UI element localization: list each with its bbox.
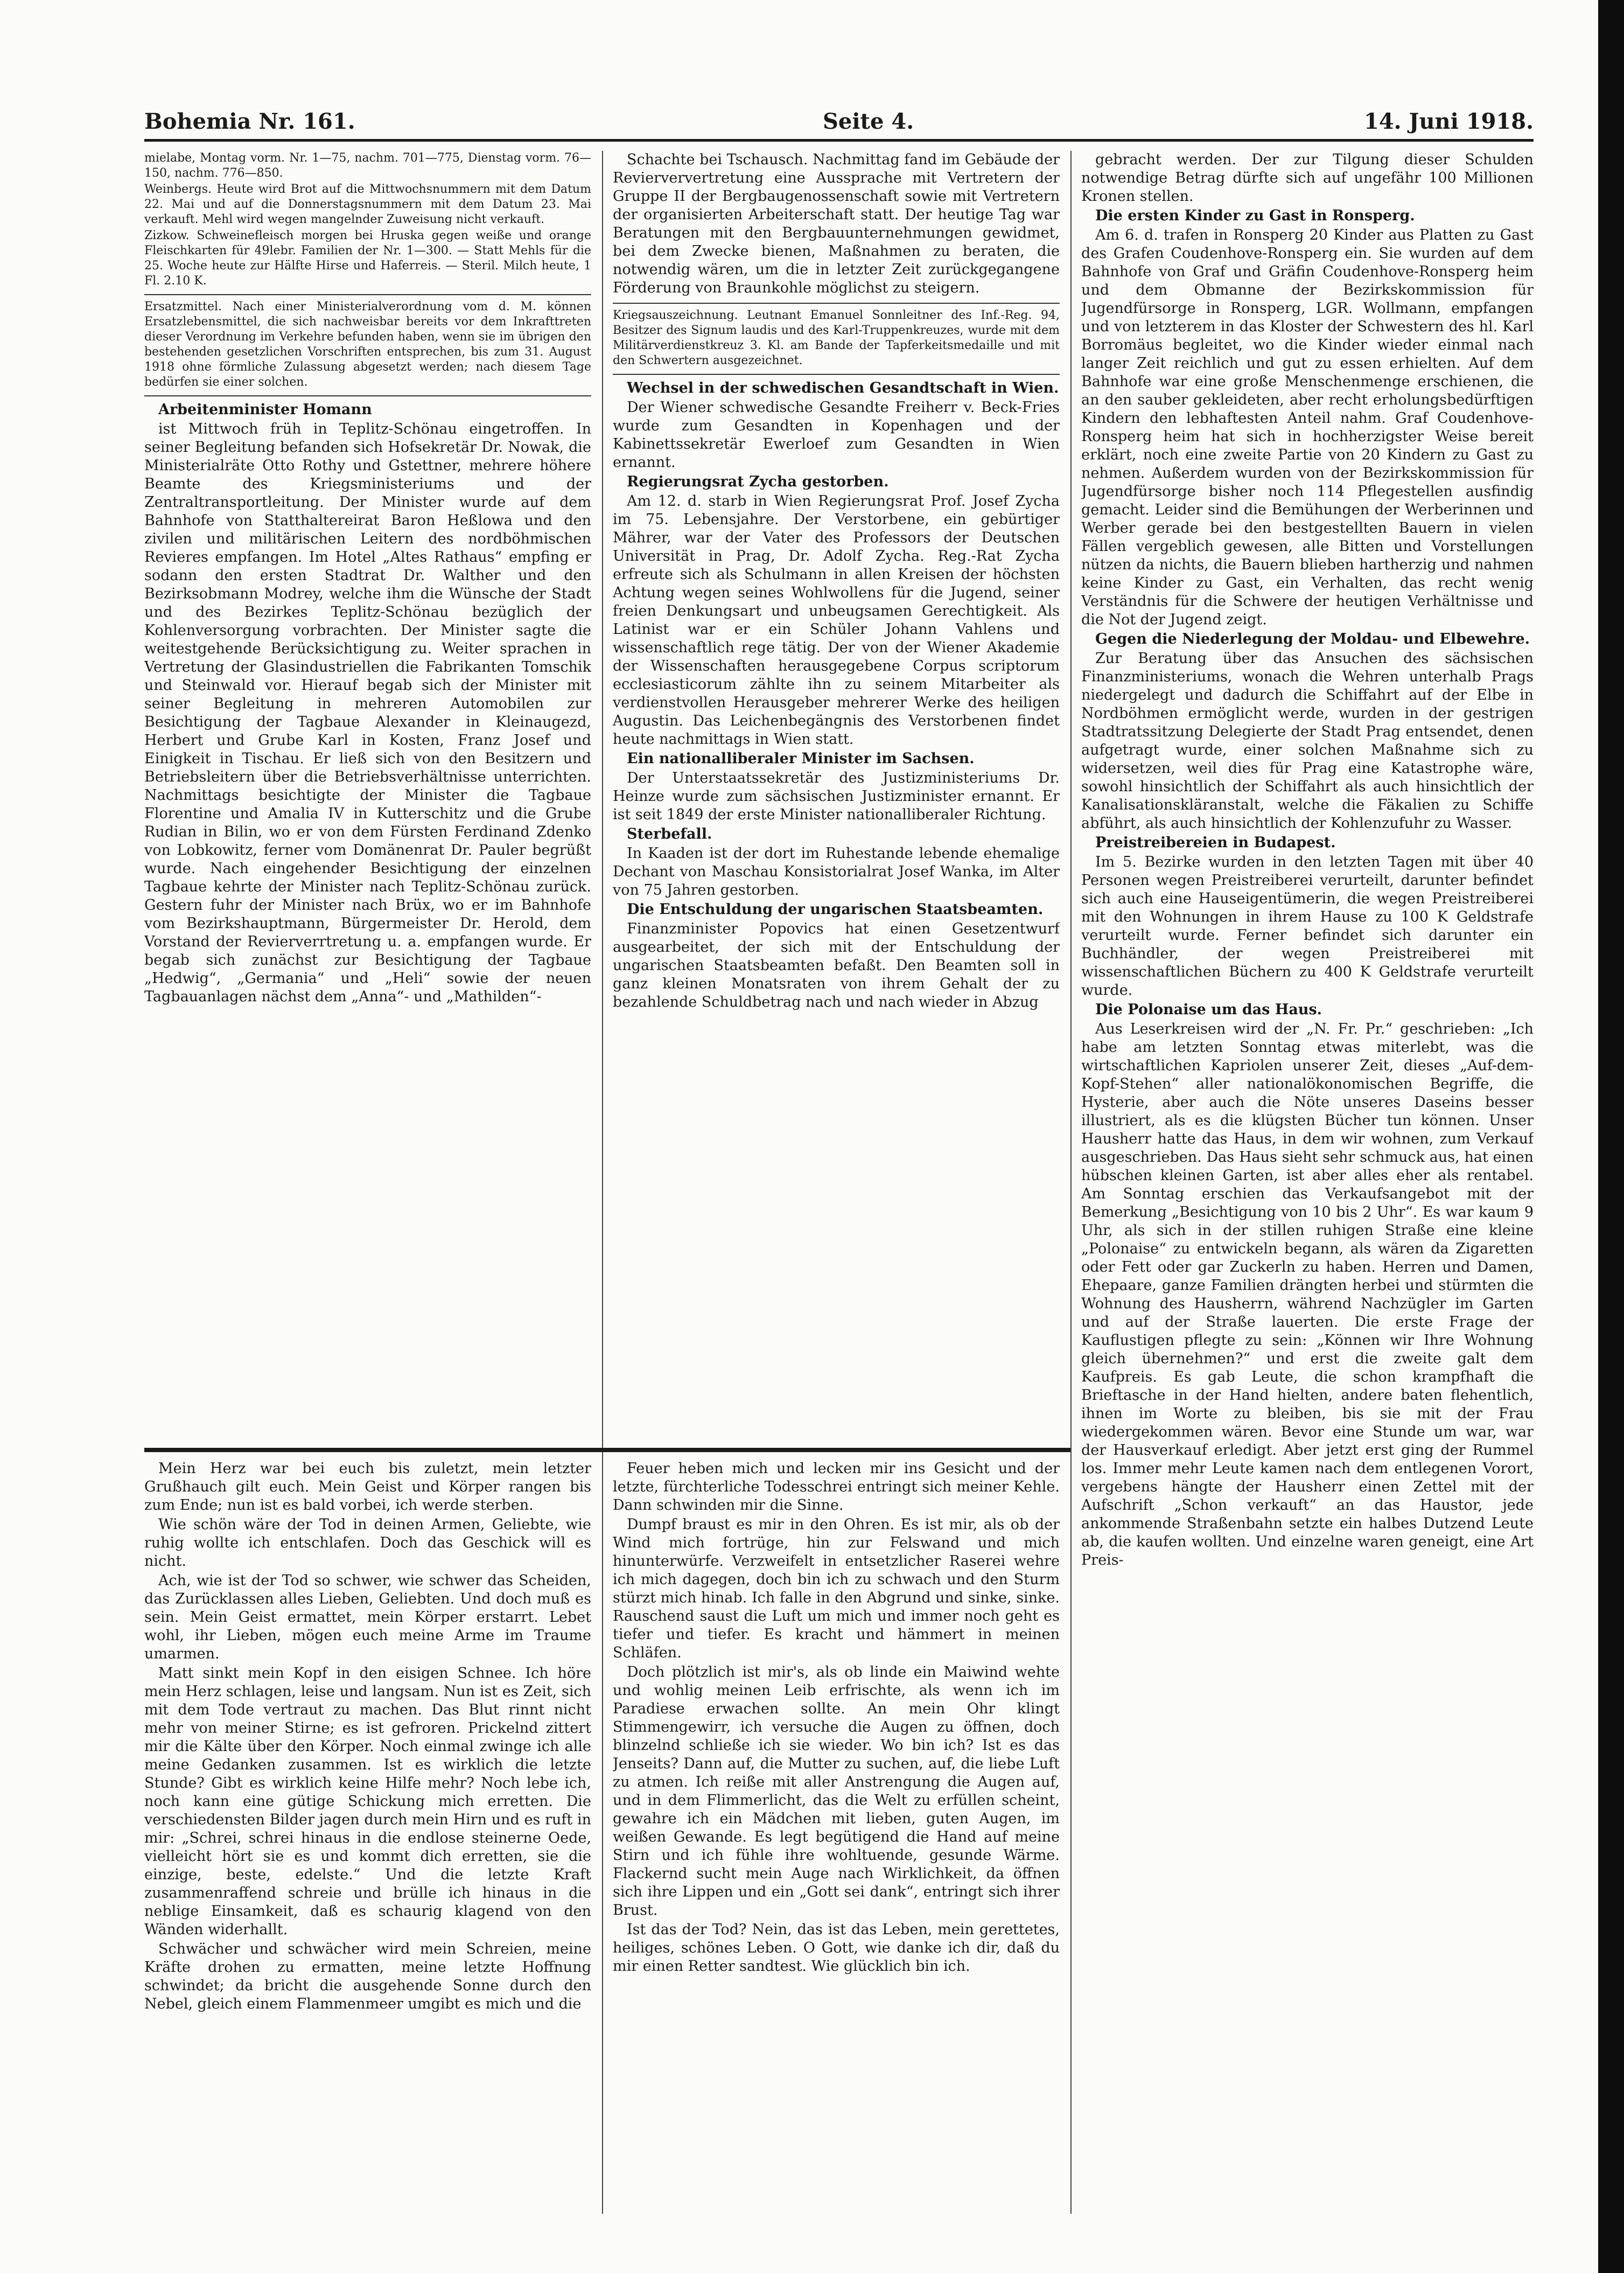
article-headline: Ein nationalliberaler Minister im Sachsen. [627,750,975,767]
article-headline: Gegen die Niederlegung der Moldau- und Elbewehre. [1095,631,1530,647]
article-body: Schachte bei Tschausch. Nachmittag fand im Gebäude der Revierververtretung eine Aussprache mit Vertretern der Gruppe II der Bergbaugenossenschaft sowie mit Vertretern der organisierten Arbeiterschaft statt. Der heutige Tag war Beratungen mit den Bergbauunternehmungen gewidmet, bei dem Zwecke bienen, Maßnahmen zu beraten, die notwendig wären, um die in letzter Zeit zurückgegangene Förderung von Braunkohle möglichst zu steigern. [613,151,1060,296]
article-body: Zur Beratung über das Ansuchen des sächsischen Finanzministeriums, wonach die Wehren unterhalb Prags niedergelegt und dadurch die Schiffahrt auf der Elbe in Nordböhmen ermöglicht werde, wurden in der gestrigen Stadtratssitzung Delegierte der Stadt Prag entsendet, denen aufgetragt wurde, einer solchen Maßnahme sich zu widersetzen, weil dies für Prag eine Katastrophe wäre, sowohl hinsichtlich der Schiffahrt als auch hinsichtlich der Kanalisationskläranstalt, welche die Fäkalien zu Schiffe abführt, als auch hinsichtlich der Kohlenzufuhr zu Wasser. [1081,650,1534,832]
column-middle [613,151,1060,1438]
column-divider [1070,151,1072,2214]
page-number: Seite 4. [823,109,914,134]
article-body: Am 6. d. trafen in Ronsperg 20 Kinder aus Platten zu Gast des Grafen Coudenhove-Ronsperg ein. Sie wurden auf dem Bahnhofe von Graf und Gräfin Coudenhove-Ronsperg heim und dem Obmanne der Bezirkskommission für Jugendfürsorge in Ronsperg, LGR. Wollmann, empfangen und von letzterem in das Kloster der Schwestern des hl. Karl Borromäus begleitet, wo die Kinder wieder einmal nach langer Zeit reichlich und gut zu essen erhielten. Auf dem Bahnhofe war eine große Menschenmenge erschienen, die an den sauber gekleideten, aber recht erholungsbedürftigen Kindern den lebhaftesten Anteil nahm. Graf Coudenhove-Ronsperg heim hat sich in hochherzigster Weise bereit erklärt, noch eine zweite Partie von 20 Kindern zu Gast zu nehmen. Außerdem wurden von der Bezirkskommission für Jugendfürsorge bisher noch 114 Pflegestellen ausfindig gemacht. Leider sind die Bemühungen der Werberinnen und Werber gerade bei den bestgestellten Bauern in vielen Fällen vergeblich gewesen, alle Bitten und Vorstellungen nützen da nichts, die Bauern blieben hartherzig und nahmen keine Kinder zu Gast, ein Verhalten, das recht wenig Verständnis für die Schwere der heutigen Verhältnisse und die Not der Jugend zeigt. [1081,227,1534,628]
news-item: Kriegsauszeichnung. Leutnant Emanuel Sonnleitner des Inf.-Reg. 94, Besitzer des Signum laudis und des Karl-Truppenkreuzes, wurde mit dem Militärverdienstkreuz 3. Kl. am Bande der Tapferkeitsmedaille und mit den Schwertern ausgezeichnet. [613,309,1060,367]
item-separator [144,294,591,295]
feuilleton-paragraph: Mein Herz war bei euch bis zuletzt, mein letzter Grußhauch gilt euch. Mein Geist und Körper rangen bis zum Ende; nun ist es bald vorbei, ich werde sterben. [144,1460,591,1514]
feuilleton-rule [144,1448,1070,1452]
article-body: Der Unterstaatssekretär des Justizministeriums Dr. Heinze wurde zum sächsischen Justizminister ernannt. Er ist seit 1849 der erste Minister nationalliberaler Richtung. [613,770,1060,823]
column-divider [602,151,603,2214]
article-headline: Preistreibereien in Budapest. [1095,834,1336,851]
article-headline: Regierungsrat Zycha gestorben. [627,473,889,490]
news-item: Ersatzmittel. Nach einer Ministerialverordnung vom d. M. können Ersatzlebensmittel, die sich nachweisbar bereits vor dem Inkrafttreten dieser Verordnung im Verkehre befunden haben, wenn sie im übrigen den bestehenden gesetzlichen Vorschriften entsprechen, bis zum 31. August 1918 ohne förmliche Zulassung abgesetzt werden; nach diesem Tage bedürfen sie einer solchen. [144,300,591,389]
article-body: Der Wiener schwedische Gesandte Freiherr v. Beck-Fries wurde zum Gesandten in Kopenhagen und der Kabinettssekretär Ewerloef zum Gesandten in Wien ernannt. [613,399,1060,471]
article-headline: Sterbefall. [627,826,712,842]
column-right [1081,151,1534,2214]
feuilleton-paragraph: Doch plötzlich ist mir's, als ob linde ein Maiwind wehte und wohlig meinen Leib erfrischte, als wenn ich im Paradiese erwachen sollte. An mein Ohr klingt Stimmengewirr, ich versuche die Augen zu öffnen, doch blinzelnd schließe ich sie wieder. Wo bin ich? Ist es das Jenseits? Dann auf, die Mutter zu suchen, auf, die liebe Luft zu atmen. Ich reiße mit aller Anstrengung die Augen auf, und in dem Flimmerlicht, das die Welt zu erfüllen scheint, gewahre ich ein Mädchen mit lieben, guten Augen, im weißen Gewande. Es legt begütigend die Hand auf meine Stirn und ich fühle ihre wohltuende, gesunde Wärme. Flackernd sucht mein Auge nach Wirklichkeit, da öffnen sich ihre Lippen und ein „Gott sei dank“, entringt sich ihrer Brust. [613,1664,1060,1919]
article-body: gebracht werden. Der zur Tilgung dieser Schulden notwendige Betrag dürfte sich auf ungefähr 100 Millionen Kronen stellen. [1081,151,1534,205]
news-item: mielabe, Montag vorm. Nr. 1—75, nachm. 701—775, Dienstag vorm. 76—150, nachm. 776—850. [144,151,591,180]
item-separator [613,374,1060,375]
article-body: In Kaaden ist der dort im Ruhestande lebende ehemalige Dechant von Maschau Konsistorialrat Josef Wanka, im Alter von 75 Jahren gestorben. [613,845,1060,898]
article-body: Aus Leserkreisen wird der „N. Fr. Pr.“ geschrieben: „Ich habe am letzten Sonntag etwas miterlebt, was die wirtschaftlichen Kapriolen unserer Zeit, dieses „Auf-dem-Kopf-Stehen“ aller nationalökonomischen Begriffe, die Hysterie, aber auch die Nöte unseres Daseins besser illustriert, als es die klügsten Bücher tun können. Unser Hausherr hatte das Haus, in dem wir wohnen, zum Verkauf ausgeschrieben. Das Haus sieht sehr schmuck aus, hat einen hübschen kleinen Garten, ist aber alles eher als rentabel. Am Sonntag erschien das Verkaufsangebot mit der Bemerkung „Besichtigung von 10 bis 2 Uhr“. Es war kaum 9 Uhr, als sich in der stillen ruhigen Straße eine kleine „Polonaise“ zu entwickeln begann, als wären da Zigaretten oder Fett oder gar Zuckerln zu haben. Herren und Damen, Ehepaare, ganze Familien drängten herbei und stürmten die Wohnung des Hausherrn, während Nachzügler im Garten und auf der Straße lauerten. Die erste Frage der Kauflustigen pflegte zu sein: „Können wir Ihre Wohnung gleich übernehmen?“ und erst die zweite galt dem Kaufpreis. Es gab Leute, die schon krampfhaft die Brieftasche in der Hand hielten, andere baten flehentlich, ihnen im Worte zu bleiben, bis sie mit der Frau wiedergekommen wären. Bevor eine Stunde um war, war der Hausverkauf erledigt. Aber jetzt erst ging der Rummel los. Immer mehr Leute kamen nach dem entlegenen Vorort, vergebens hängte der Hausherr einen Zettel mit der Aufschrift „Schon verkauft“ an das Haustor, jede ankommende Straßenbahn setzte ein halbes Dutzend Leute ab, die kaufen wollten. Und einzelne waren geneigt, eine Art Preis- [1081,1021,1534,1568]
news-item: Weinbergs. Heute wird Brot auf die Mittwochsnummern mit dem Datum 22. Mai und auf die Donnerstagsnummern mit dem Datum 23. Mai verkauft. Mehl wird wegen mangelnder Zuweisung nicht verkauft. [144,183,591,226]
article-body: Am 12. d. starb in Wien Regierungsrat Prof. Josef Zycha im 75. Lebensjahre. Der Verstorbene, ein gebürtiger Mährer, war der Vater des Professors der Deutschen Universität in Prag, Dr. Adolf Zycha. Reg.-Rat Zycha erfreute sich als Schulmann in allen Kreisen der höchsten Achtung wegen seines Wohlwollens für die Jugend, seiner freien Denkungsart und unbeugsamen Gerechtigkeit. Als Latinist war er ein Schüler Johann Vahlens und wissenschaftlich rege tätig. Der von der Wiener Akademie der Wissenschaften herausgegebene Corpus scriptorum ecclesiasticorum zählte ihn zu seinem Mitarbeiter als verdienstvollen Herausgeber mehrerer Werke des heiligen Augustin. Das Leichenbegängnis des Verstorbenen findet heute nachmittags in Wien statt. [613,493,1060,748]
header-rule [144,139,1534,142]
column-left [144,151,591,1438]
item-separator [144,395,591,396]
page-header [144,102,1534,140]
newspaper-page [144,102,1534,2219]
article-body: Im 5. Bezirke wurden in den letzten Tagen mit über 40 Personen wegen Preistreiberei verurteilt, darunter befindet sich auch eine Hauseigentümerin, die wegen Preistreiberei mit den Wohnungen in ihrem Hause zu 100 K Geldstrafe verurteilt wurde. Ferner befindet sich darunter ein Buchhändler, der wegen Preistreiberei mit wissenschaftlichen Büchern zu 400 K Geldstrafe verurteilt wurde. [1081,854,1534,999]
article-headline: Die ersten Kinder zu Gast in Ronsperg. [1095,207,1415,224]
article-body: ist Mittwoch früh in Teplitz-Schönau eingetroffen. In seiner Begleitung befanden sich Hofsekretär Dr. Nowak, die Ministerialräte Otto Rothy und Gstettner, mehrere höhere Beamte des Kriegsministeriums und der Zentraltransportleitung. Der Minister wurde auf dem Bahnhofe von Statthaltereirat Baron Heßlowa und den zivilen und militärischen Leitern des nordböhmischen Revieres empfangen. Im Hotel „Altes Rathaus“ empfing er sodann den ersten Stadtrat Dr. Walther und den Bezirksobmann Modrey, welche ihm die Wünsche der Stadt und des Bezirkes Teplitz-Schönau bezüglich der Kohlenversorgung vorbrachten. Der Minister sagte die weitestgehende Berücksichtigung zu. Weiter sprachen in Vertretung der Glasindustriellen die Fabrikanten Tomschik und Steinwald vor. Hierauf begab sich der Minister mit seiner Begleitung in mehreren Automobilen zur Besichtigung der Tagbaue Alexander in Kleinaugezd, Herbert und Grube Karl in Kosten, Franz Josef und Einigkeit in Tischau. Er ließ sich von den Besitzern und Betriebsleitern über die Betriebsverhältnisse unterrichten. Nachmittags besichtigte der Minister die Tagbaue Florentine und Amalia IV in Kutterschitz und die Grube Rudian in Bilin, wo er von dem Fürsten Ferdinand Zdenko von Lobkowitz, ferner vom Domänenrat Dr. Pauler begrüßt wurde. Nach eingehender Besichtigung der einzelnen Tagbaue kehrte der Minister nach Teplitz-Schönau zurück. Gestern fuhr der Minister nach Brüx, wo er im Bahnhofe vom Bezirkshauptmann, Bürgermeister Dr. Herold, dem Vorstand der Revierverrtretung u. a. empfangen wurde. Er begab sich zunächst zur Besichtigung der Tagbaue „Hedwig“, „Germania“ und „Heli“ sowie der neuen Tagbauanlagen nächst dem „Anna“- und „Mathilden“- [144,421,591,1005]
feuilleton-column-left [144,1460,591,2214]
feuilleton-paragraph: Wie schön wäre der Tod in deinen Armen, Geliebte, wie ruhig wollte ich entschlafen. Doch das Geschick will es nicht. [144,1516,591,1570]
issue-date: 14. Juni 1918. [1364,109,1534,134]
feuilleton-paragraph: Ach, wie ist der Tod so schwer, wie schwer das Scheiden, das Zurücklassen alles Lieben, Geliebten. Und doch muß es sein. Mein Geist ermattet, mein Körper erstarrt. Lebet wohl, ihr Lieben, mögen euch meine Arme im Traume umarmen. [144,1572,591,1662]
feuilleton-paragraph: Matt sinkt mein Kopf in den eisigen Schnee. Ich höre mein Herz schlagen, leise und langsam. Nun ist es Zeit, sich mit dem Tode vertraut zu machen. Das Blut rinnt nicht mehr von meiner Stirne; es ist gefroren. Prickelnd zittert mir die Kälte über den Körper. Noch einmal zwinge ich alle meine Gedanken zusammen. Ist es wirklich die letzte Stunde? Gibt es wirklich keine Hilfe mehr? Noch lebe ich, noch kann eine gütige Schickung mich erretten. Die verschiedensten Bilder jagen durch mein Hirn und es ruft in mir: „Schrei, schrei hinaus in die endlose steinerne Oede, vielleicht hört sie es und kommt dich erretten, sie die einzige, beste, edelste.“ Und die letzte Kraft zusammenraffend schreie und brülle ich hinaus in die neblige Einsamkeit, daß es schaurig klagend von den Wänden widerhallt. [144,1665,591,1938]
feuilleton-paragraph: Dumpf braust es mir in den Ohren. Es ist mir, als ob der Wind mich fortrüge, hin zur Felswand und mich hinunterwürfe. Verzweifelt in entsetzlicher Raserei wehre ich mich dagegen, doch bin ich zu schwach und den Sturm stürzt mich hinab. Ich falle in den Abgrund und sinke, sinke. Rauschend saust die Luft um mich und immer noch geht es tiefer und tiefer. Es kracht und hämmert in meinen Schläfen. [613,1516,1060,1661]
feuilleton-paragraph: Schwächer und schwächer wird mein Schreien, meine Kräfte drohen zu ermatten, meine letzte Hoffnung schwindet; da bricht die ausgehende Sonne durch den Nebel, gleich einem Flammenmeer umgibt es mich und die [144,1941,591,2012]
article-headline: Arbeitenminister Homann [158,401,372,418]
feuilleton-column-middle [613,1460,1060,2214]
feuilleton-paragraph: Feuer heben mich und lecken mir ins Gesicht und der letzte, fürchterliche Todesschrei entringt sich meiner Kehle. Dann schwinden mir die Sinne. [613,1460,1060,1514]
feuilleton-paragraph: Ist das der Tod? Nein, das ist das Leben, mein gerettetes, heiliges, schönes Leben. O Gott, wie danke ich dir, daß du mir einen Retter sandtest. Wie glücklich bin ich. [613,1921,1060,1975]
item-separator [613,303,1060,304]
article-headline: Die Entschuldung der ungarischen Staatsbeamten. [627,901,1044,918]
news-item: Zizkow. Schweinefleisch morgen bei Hruska gegen weiße und orange Fleischkarten für 49lebr. Familien der Nr. 1—300. — Statt Mehls für die 25. Woche heute zur Hälfte Hirse und Haferreis. — Steril. Milch heute, 1 Fl. 2.10 K. [144,229,591,288]
article-body: Finanzminister Popovics hat einen Gesetzentwurf ausgearbeitet, der sich mit der Entschuldung der ungarischen Staatsbeamten befaßt. Den Beamten soll in ganz kleinen Monatsraten von ihrem Gehalt der zu bezahlende Schuldbetrag nach und nach wieder in Abzug [613,921,1060,1010]
newspaper-issue: Bohemia Nr. 161. [144,109,355,134]
article-headline: Wechsel in der schwedischen Gesandtschaft in Wien. [627,380,1059,396]
scan-border [1598,0,1624,2273]
article-headline: Die Polonaise um das Haus. [1095,1001,1322,1018]
